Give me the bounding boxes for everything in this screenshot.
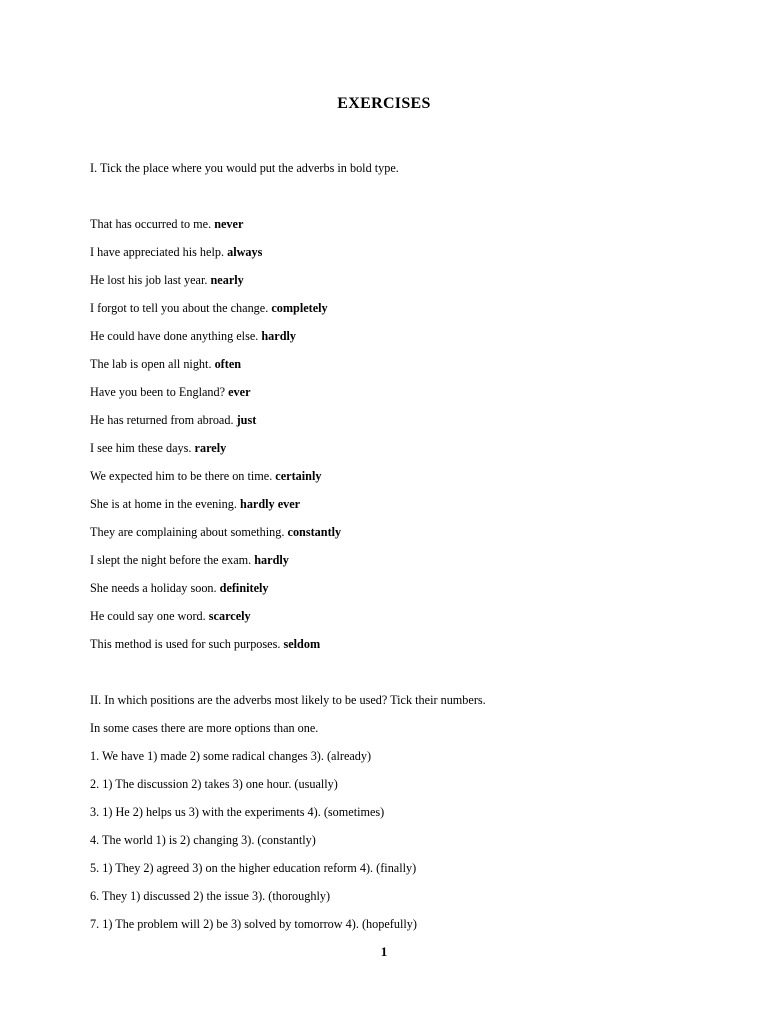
adverb-bold: hardly [254,552,289,567]
exercise-1-item [90,606,692,634]
sentence-text: I slept the night before the exam. [90,552,252,567]
adverb-bold: constantly [287,524,342,539]
spacer [90,186,692,214]
sentence-text: The lab is open all night. [90,356,212,371]
exercise-1-item [90,634,692,662]
exercise-1-item [90,270,692,298]
page-title: EXERCISES [337,95,431,112]
adverb-bold: just [236,412,257,427]
exercise-2-item: 5. 1) They 2) agreed 3) on the higher education reform 4). (finally) [90,860,417,875]
sentence-text: This method is used for such purposes. [90,636,281,651]
adverb-bold: hardly [261,328,297,343]
sentence-text: Have you been to England? [90,384,226,399]
adverb-bold: nearly [210,272,244,287]
section-1-instruction: I. Tick the place where you would put the adverbs in bold type. [90,160,399,175]
exercise-1-item [90,578,692,606]
exercise-2-item: 2. 1) The discussion 2) takes 3) one hour. (usually) [90,776,338,791]
page-number: 1 [380,944,388,959]
adverb-bold: often [214,356,242,371]
exercise-1-item [90,410,692,438]
sentence-text: She is at home in the evening. [90,496,237,511]
exercise-1-item [90,242,692,270]
exercise-2-item: 7. 1) The problem will 2) be 3) solved by tomorrow 4). (hopefully) [90,916,417,931]
sentence-text: He could say one word. [90,608,206,623]
exercise-1-item [90,550,692,578]
exercise-1-item [90,214,692,242]
exercise-2-item: 6. They 1) discussed 2) the issue 3). (thoroughly) [90,888,331,903]
sentence-text: That has occurred to me. [90,216,212,231]
sentence-text: They are complaining about something. [90,524,285,539]
exercise-2-item: 3. 1) He 2) helps us 3) with the experiments 4). (sometimes) [90,804,385,819]
adverb-bold: completely [271,300,328,315]
adverb-bold: scarcely [208,608,251,623]
section-2-note: In some cases there are more options than one. [90,720,319,735]
exercise-1-item [90,438,692,466]
sentence-text: He lost his job last year. [90,272,208,287]
adverb-bold: rarely [194,440,227,455]
sentence-text: I have appreciated his help. [90,244,225,259]
exercise-1-item [90,354,692,382]
sentence-text: We expected him to be there on time. [90,468,273,483]
adverb-bold: ever [228,384,251,399]
sentence-text: He has returned from abroad. [90,412,234,427]
exercise-1-item [90,466,692,494]
adverb-bold: certainly [275,468,322,483]
exercise-1-item [90,522,692,550]
exercise-2-item: 1. We have 1) made 2) some radical changes 3). (already) [90,748,372,763]
adverb-bold: definitely [219,580,269,595]
exercise-1-item [90,382,692,410]
adverb-bold: never [214,216,244,231]
sentence-text: I see him these days. [90,440,192,455]
spacer [90,662,692,690]
exercise-1-item [90,298,692,326]
exercise-2-item: 4. The world 1) is 2) changing 3). (constantly) [90,832,316,847]
section-2-instruction: II. In which positions are the adverbs most likely to be used? Tick their numbers. [90,692,486,707]
adverb-bold: always [227,244,263,259]
sentence-text: I forgot to tell you about the change. [90,300,269,315]
exercise-1-item [90,494,692,522]
exercise-1-item [90,326,692,354]
sentence-text: She needs a holiday soon. [90,580,217,595]
adverb-bold: seldom [283,636,321,651]
exercise-content [90,158,692,942]
sentence-text: He could have done anything else. [90,328,259,343]
adverb-bold: hardly ever [240,496,301,511]
